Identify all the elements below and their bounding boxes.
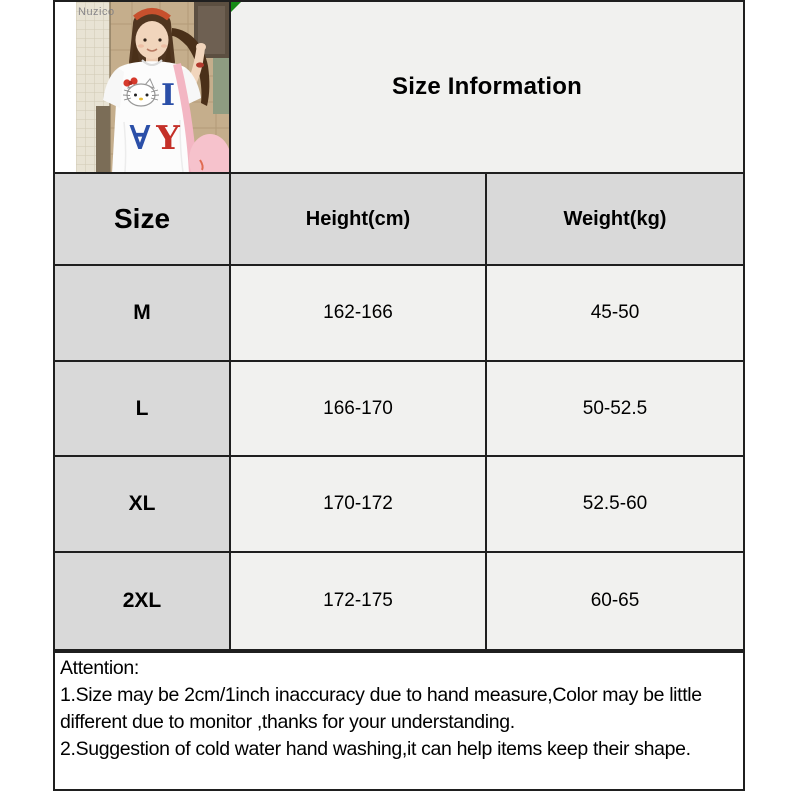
- blush-left: [138, 44, 144, 48]
- table-row-weight-value: 52.5-60: [487, 457, 743, 553]
- brand-watermark: Nuzico: [78, 6, 115, 18]
- column-header-weight: Weight(kg): [487, 174, 743, 266]
- table-row-height-value: 162-166: [231, 266, 487, 362]
- face: [136, 21, 169, 59]
- table-row-weight-value: 50-52.5: [487, 362, 743, 457]
- table-row-height-value: 172-175: [231, 553, 487, 649]
- table-title-cell: [231, 2, 743, 174]
- table-row-height-value: 166-170: [231, 362, 487, 457]
- attention-item-2: 2.Suggestion of cold water hand washing,it can help items keep their shape.: [60, 738, 691, 760]
- product-photo-cell: [55, 2, 231, 174]
- blush-right: [161, 44, 167, 48]
- product-photo-illustration: [76, 2, 229, 174]
- page-title: Size Information: [392, 73, 582, 100]
- table-row-size-label: 2XL: [55, 553, 231, 649]
- table-row-weight-value: 45-50: [487, 266, 743, 362]
- size-table: [53, 0, 745, 651]
- green-corner-marker-icon: [231, 2, 241, 12]
- column-header-size: Size: [55, 174, 231, 266]
- shirt-letter-top: I: [160, 78, 176, 113]
- table-row-size-label: XL: [55, 457, 231, 553]
- red-bracelet: [196, 62, 204, 67]
- column-header-height: Height(cm): [231, 174, 487, 266]
- attention-box: [53, 651, 745, 791]
- attention-title: Attention:: [60, 657, 139, 679]
- table-row-weight-value: 60-65: [487, 553, 743, 649]
- table-row-size-label: M: [55, 266, 231, 362]
- left-eye: [143, 38, 146, 41]
- shirt-letter-bottom-left: ∀: [129, 118, 151, 157]
- table-row-size-label: L: [55, 362, 231, 457]
- hand: [196, 43, 206, 51]
- table-row-height-value: 170-172: [231, 457, 487, 553]
- product-photo: [76, 2, 229, 174]
- right-eye: [158, 38, 161, 41]
- green-tile-patch: [213, 58, 229, 114]
- attention-item-1: 1.Size may be 2cm/1inch inaccuracy due to hand measure,Color may be little different due to monitor ,thanks for your understanding.: [60, 684, 702, 733]
- doorway-shadow: [96, 106, 110, 174]
- shirt-letter-bottom-right: Y: [156, 118, 180, 157]
